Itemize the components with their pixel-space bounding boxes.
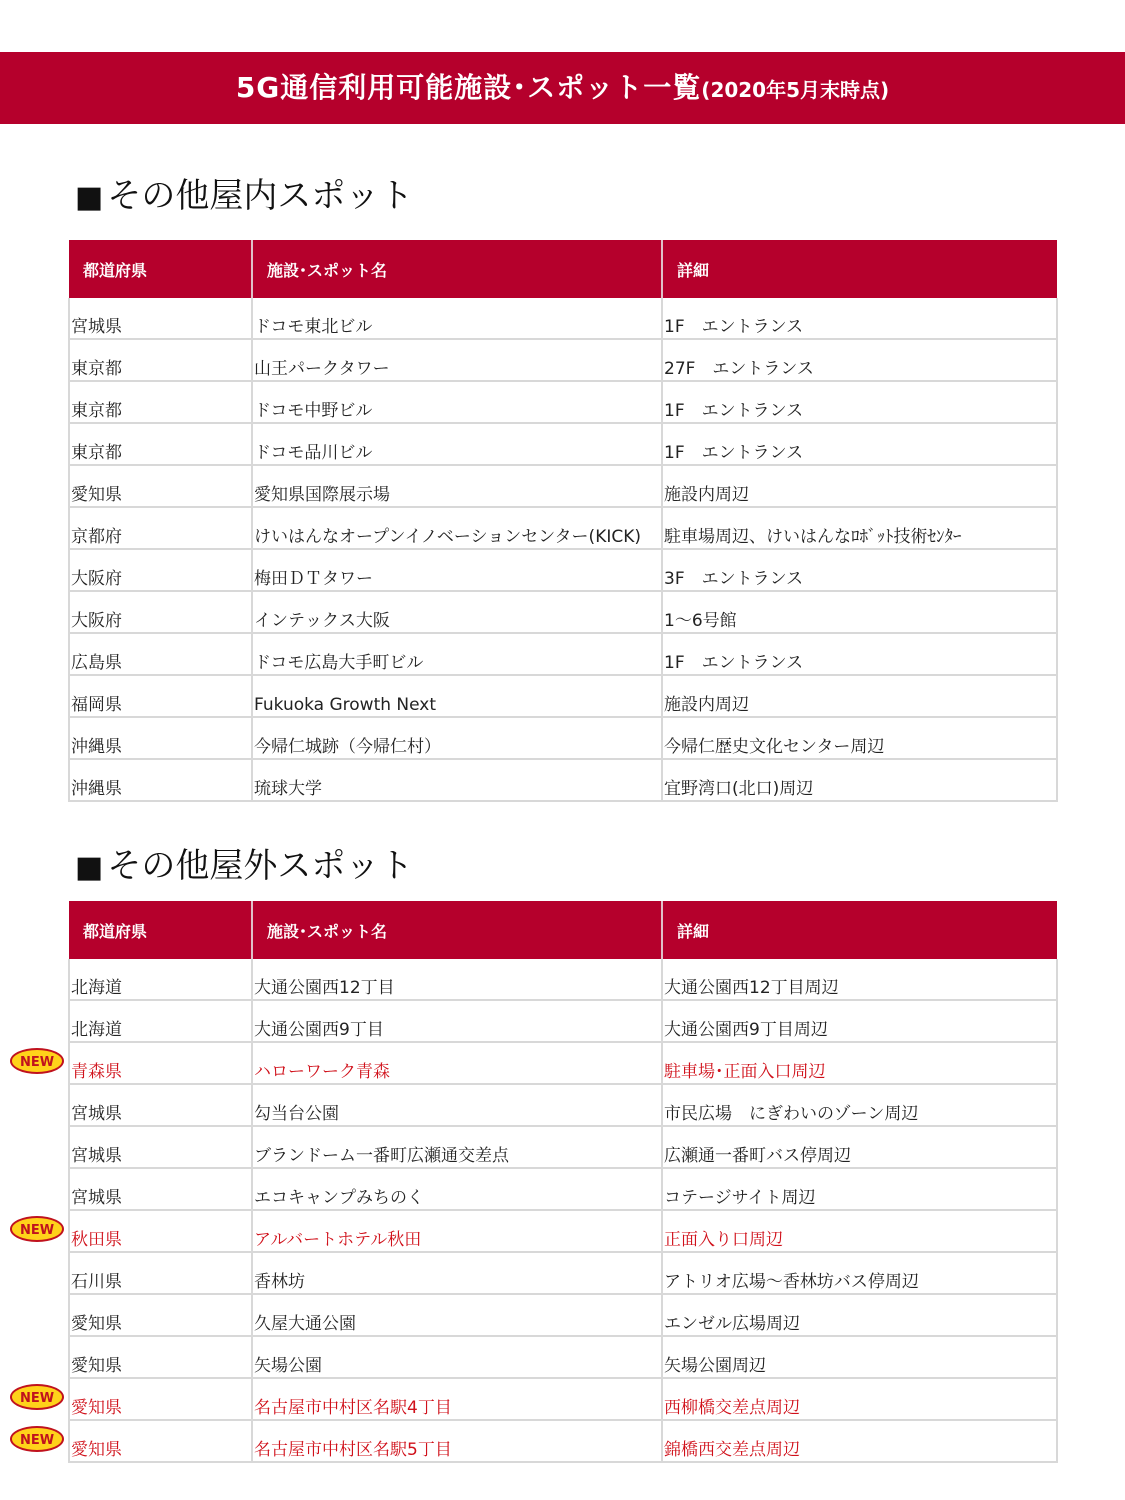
table-header-row <box>69 240 1057 298</box>
cell-prefecture: 愛知県 <box>69 1420 252 1462</box>
cell-facility: ドコモ品川ビル <box>252 423 662 465</box>
column-header-prefecture: 都道府県 <box>69 240 252 298</box>
cell-prefecture: 京都府 <box>69 507 252 549</box>
cell-facility: 勾当台公園 <box>252 1084 662 1126</box>
cell-detail: 広瀬通一番町バス停周辺 <box>662 1126 1057 1168</box>
cell-facility: Fukuoka Growth Next <box>252 675 662 717</box>
table-row <box>69 717 1057 759</box>
column-header-facility: 施設･スポット名 <box>252 901 662 959</box>
cell-facility: 大通公園西9丁目 <box>252 1000 662 1042</box>
cell-detail: エンゼル広場周辺 <box>662 1294 1057 1336</box>
cell-facility: ドコモ広島大手町ビル <box>252 633 662 675</box>
table-row <box>69 1084 1057 1126</box>
page-title: 5G通信利用可能施設･スポット一覧 <box>235 71 702 104</box>
cell-facility: けいはんなオープンイノベーションセンター(KICK) <box>252 507 662 549</box>
cell-detail: 1F エントランス <box>662 298 1057 339</box>
outdoor-section-heading <box>75 838 413 887</box>
table-row <box>69 1210 1057 1252</box>
table-row <box>69 465 1057 507</box>
table-row <box>69 1420 1057 1462</box>
cell-facility: 久屋大通公園 <box>252 1294 662 1336</box>
cell-detail: アトリオ広場～香林坊バス停周辺 <box>662 1252 1057 1294</box>
cell-prefecture: 愛知県 <box>69 1294 252 1336</box>
outdoor-spots-table <box>68 901 1058 1463</box>
cell-detail: 1F エントランス <box>662 381 1057 423</box>
table-row <box>69 1126 1057 1168</box>
indoor-section-heading <box>75 168 413 217</box>
cell-detail: 市民広場 にぎわいのゾーン周辺 <box>662 1084 1057 1126</box>
cell-detail: 1F エントランス <box>662 423 1057 465</box>
cell-prefecture: 石川県 <box>69 1252 252 1294</box>
square-bullet-icon: ■ <box>75 850 104 885</box>
square-bullet-icon: ■ <box>75 180 104 215</box>
cell-detail: 錦橋西交差点周辺 <box>662 1420 1057 1462</box>
cell-detail: コテージサイト周辺 <box>662 1168 1057 1210</box>
cell-prefecture: 北海道 <box>69 959 252 1000</box>
table-row <box>69 959 1057 1000</box>
table-row <box>69 381 1057 423</box>
cell-prefecture: 愛知県 <box>69 1336 252 1378</box>
cell-detail: 西柳橋交差点周辺 <box>662 1378 1057 1420</box>
new-badge: NEW <box>10 1048 64 1074</box>
table-row <box>69 1000 1057 1042</box>
new-badge: NEW <box>10 1426 64 1452</box>
cell-prefecture: 沖縄県 <box>69 759 252 801</box>
table-row <box>69 675 1057 717</box>
cell-facility: 大通公園西12丁目 <box>252 959 662 1000</box>
cell-prefecture: 秋田県 <box>69 1210 252 1252</box>
cell-prefecture: 沖縄県 <box>69 717 252 759</box>
page-title-banner <box>0 52 1125 124</box>
cell-prefecture: 青森県 <box>69 1042 252 1084</box>
cell-facility: 今帰仁城跡（今帰仁村） <box>252 717 662 759</box>
cell-prefecture: 福岡県 <box>69 675 252 717</box>
cell-facility: ブランドーム一番町広瀬通交差点 <box>252 1126 662 1168</box>
cell-prefecture: 東京都 <box>69 339 252 381</box>
cell-detail: 1F エントランス <box>662 633 1057 675</box>
table-row <box>69 507 1057 549</box>
cell-facility: 名古屋市中村区名駅4丁目 <box>252 1378 662 1420</box>
indoor-heading-text: その他屋内スポット <box>107 176 414 216</box>
cell-detail: 1～6号館 <box>662 591 1057 633</box>
cell-detail: 駐車場周辺、けいはんなﾛﾎﾞｯﾄ技術ｾﾝﾀｰ <box>662 507 1057 549</box>
cell-facility: 山王パークタワー <box>252 339 662 381</box>
outdoor-heading-text: その他屋外スポット <box>107 846 414 886</box>
cell-facility: 梅田ＤＴタワー <box>252 549 662 591</box>
cell-facility: ドコモ中野ビル <box>252 381 662 423</box>
cell-prefecture: 東京都 <box>69 381 252 423</box>
cell-facility: 愛知県国際展示場 <box>252 465 662 507</box>
table-row <box>69 423 1057 465</box>
cell-detail: 大通公園西9丁目周辺 <box>662 1000 1057 1042</box>
cell-prefecture: 大阪府 <box>69 549 252 591</box>
table-row <box>69 298 1057 339</box>
cell-detail: 今帰仁歴史文化センター周辺 <box>662 717 1057 759</box>
cell-facility: ハローワーク青森 <box>252 1042 662 1084</box>
cell-prefecture: 広島県 <box>69 633 252 675</box>
cell-detail: 大通公園西12丁目周辺 <box>662 959 1057 1000</box>
column-header-prefecture: 都道府県 <box>69 901 252 959</box>
cell-detail: 宜野湾口(北口)周辺 <box>662 759 1057 801</box>
cell-detail: 3F エントランス <box>662 549 1057 591</box>
table-row <box>69 339 1057 381</box>
cell-prefecture: 北海道 <box>69 1000 252 1042</box>
cell-facility: 香林坊 <box>252 1252 662 1294</box>
column-header-detail: 詳細 <box>662 901 1057 959</box>
table-row <box>69 633 1057 675</box>
cell-facility: 琉球大学 <box>252 759 662 801</box>
table-row <box>69 1378 1057 1420</box>
cell-prefecture: 愛知県 <box>69 1378 252 1420</box>
cell-detail: 正面入り口周辺 <box>662 1210 1057 1252</box>
table-row <box>69 1042 1057 1084</box>
new-badge: NEW <box>10 1384 64 1410</box>
cell-detail: 矢場公園周辺 <box>662 1336 1057 1378</box>
table-row <box>69 1168 1057 1210</box>
column-header-detail: 詳細 <box>662 240 1057 298</box>
cell-prefecture: 宮城県 <box>69 1084 252 1126</box>
cell-prefecture: 大阪府 <box>69 591 252 633</box>
cell-prefecture: 東京都 <box>69 423 252 465</box>
table-header-row <box>69 901 1057 959</box>
cell-facility: インテックス大阪 <box>252 591 662 633</box>
cell-detail: 施設内周辺 <box>662 465 1057 507</box>
page-title-date: (2020年5月末時点) <box>701 78 890 102</box>
cell-facility: ドコモ東北ビル <box>252 298 662 339</box>
cell-detail: 施設内周辺 <box>662 675 1057 717</box>
cell-detail: 27F エントランス <box>662 339 1057 381</box>
cell-prefecture: 宮城県 <box>69 1126 252 1168</box>
cell-facility: アルバートホテル秋田 <box>252 1210 662 1252</box>
table-row <box>69 1294 1057 1336</box>
table-row <box>69 1336 1057 1378</box>
column-header-facility: 施設･スポット名 <box>252 240 662 298</box>
cell-detail: 駐車場･正面入口周辺 <box>662 1042 1057 1084</box>
cell-prefecture: 宮城県 <box>69 1168 252 1210</box>
table-row <box>69 591 1057 633</box>
new-badge: NEW <box>10 1216 64 1242</box>
cell-prefecture: 愛知県 <box>69 465 252 507</box>
table-row <box>69 549 1057 591</box>
indoor-spots-table <box>68 240 1058 802</box>
cell-facility: 矢場公園 <box>252 1336 662 1378</box>
cell-facility: 名古屋市中村区名駅5丁目 <box>252 1420 662 1462</box>
table-row <box>69 1252 1057 1294</box>
cell-facility: エコキャンプみちのく <box>252 1168 662 1210</box>
table-row <box>69 759 1057 801</box>
cell-prefecture: 宮城県 <box>69 298 252 339</box>
